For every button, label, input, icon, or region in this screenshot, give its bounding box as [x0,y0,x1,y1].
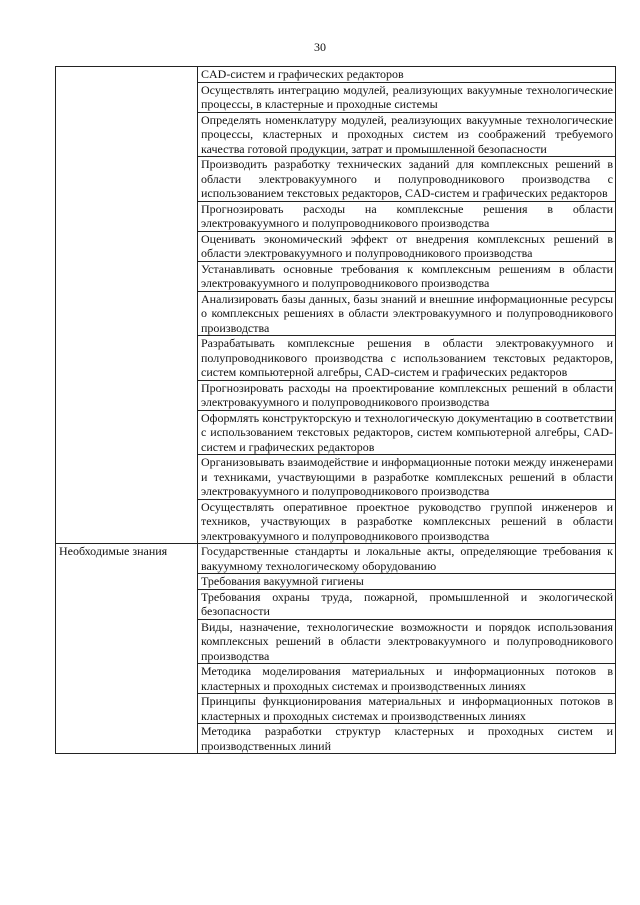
requirement-text: Осуществлять оперативное проектное руководство группой инженеров и техников, участвующих в разработке комплексных решений в области электровакуумного и полупроводникового производства [198,499,616,544]
requirement-text: Требования вакуумной гигиены [198,574,616,590]
requirement-text: Методика моделирования материальных и информационных потоков в кластерных и проходных системах и производственных линиях [198,664,616,694]
requirement-text: Виды, назначение, технологические возможности и порядок использования комплексных решений в области электровакуумного и полупроводникового производства [198,619,616,664]
requirement-text: Производить разработку технических заданий для комплексных решений в области электровакуумного и полупроводникового производства с использованием текстовых редакторов, CAD-систем и графических редакторов [198,157,616,202]
requirement-text: Методика разработки структур кластерных и проходных систем и производственных линий [198,724,616,754]
requirement-text: Разрабатывать комплексные решения в области электровакуумного и полупроводникового производства с использованием текстовых редакторов, систем компьютерной алгебры, CAD-систем и графических редакторов [198,336,616,381]
page-number: 30 [314,40,326,54]
requirement-text: Прогнозировать расходы на комплексные решения в области электровакуумного и полупроводникового производства [198,201,616,231]
requirement-text: CAD-систем и графических редакторов [198,67,616,83]
requirement-text: Оценивать экономический эффект от внедрения комплексных решений в области электровакуумного и полупроводникового производства [198,231,616,261]
table-row [56,67,616,83]
table-row [56,544,616,574]
requirement-text: Принципы функционирования материальных и информационных потоков в кластерных и проходных системах и производственных линиях [198,694,616,724]
requirement-text: Оформлять конструкторскую и технологическую документацию в соответствии с использованием текстовых редакторов, систем компьютерной алгебры, CAD-систем и графических редакторов [198,410,616,455]
requirement-text: Организовывать взаимодействие и информационные потоки между инженерами и техниками, участвующими в разработке комплексных решений в области электровакуумного и полупроводникового производства [198,455,616,500]
requirement-text: Анализировать базы данных, базы знаний и внешние информационные ресурсы о комплексных решениях в области электровакуумного и полупроводникового производства [198,291,616,336]
requirement-text: Определять номенклатуру модулей, реализующих вакуумные технологические процессы, кластерных и проходных систем из соображений требуемого качества готовой продукции, затрат и промышленной безопасности [198,112,616,157]
requirement-text: Устанавливать основные требования к комплексным решениям в области электровакуумного и полупроводникового производства [198,261,616,291]
requirement-text: Требования охраны труда, пожарной, промышленной и экологической безопасности [198,589,616,619]
requirements-table [55,66,616,754]
section-label: Необходимые знания [56,544,198,754]
requirement-text: Осуществлять интеграцию модулей, реализующих вакуумные технологические процессы, в кластерные и проходные системы [198,82,616,112]
section-label [56,67,198,544]
requirement-text: Прогнозировать расходы на проектирование комплексных решений в области электровакуумного и полупроводникового производства [198,380,616,410]
requirement-text: Государственные стандарты и локальные акты, определяющие требования к вакуумному технологическому оборудованию [198,544,616,574]
